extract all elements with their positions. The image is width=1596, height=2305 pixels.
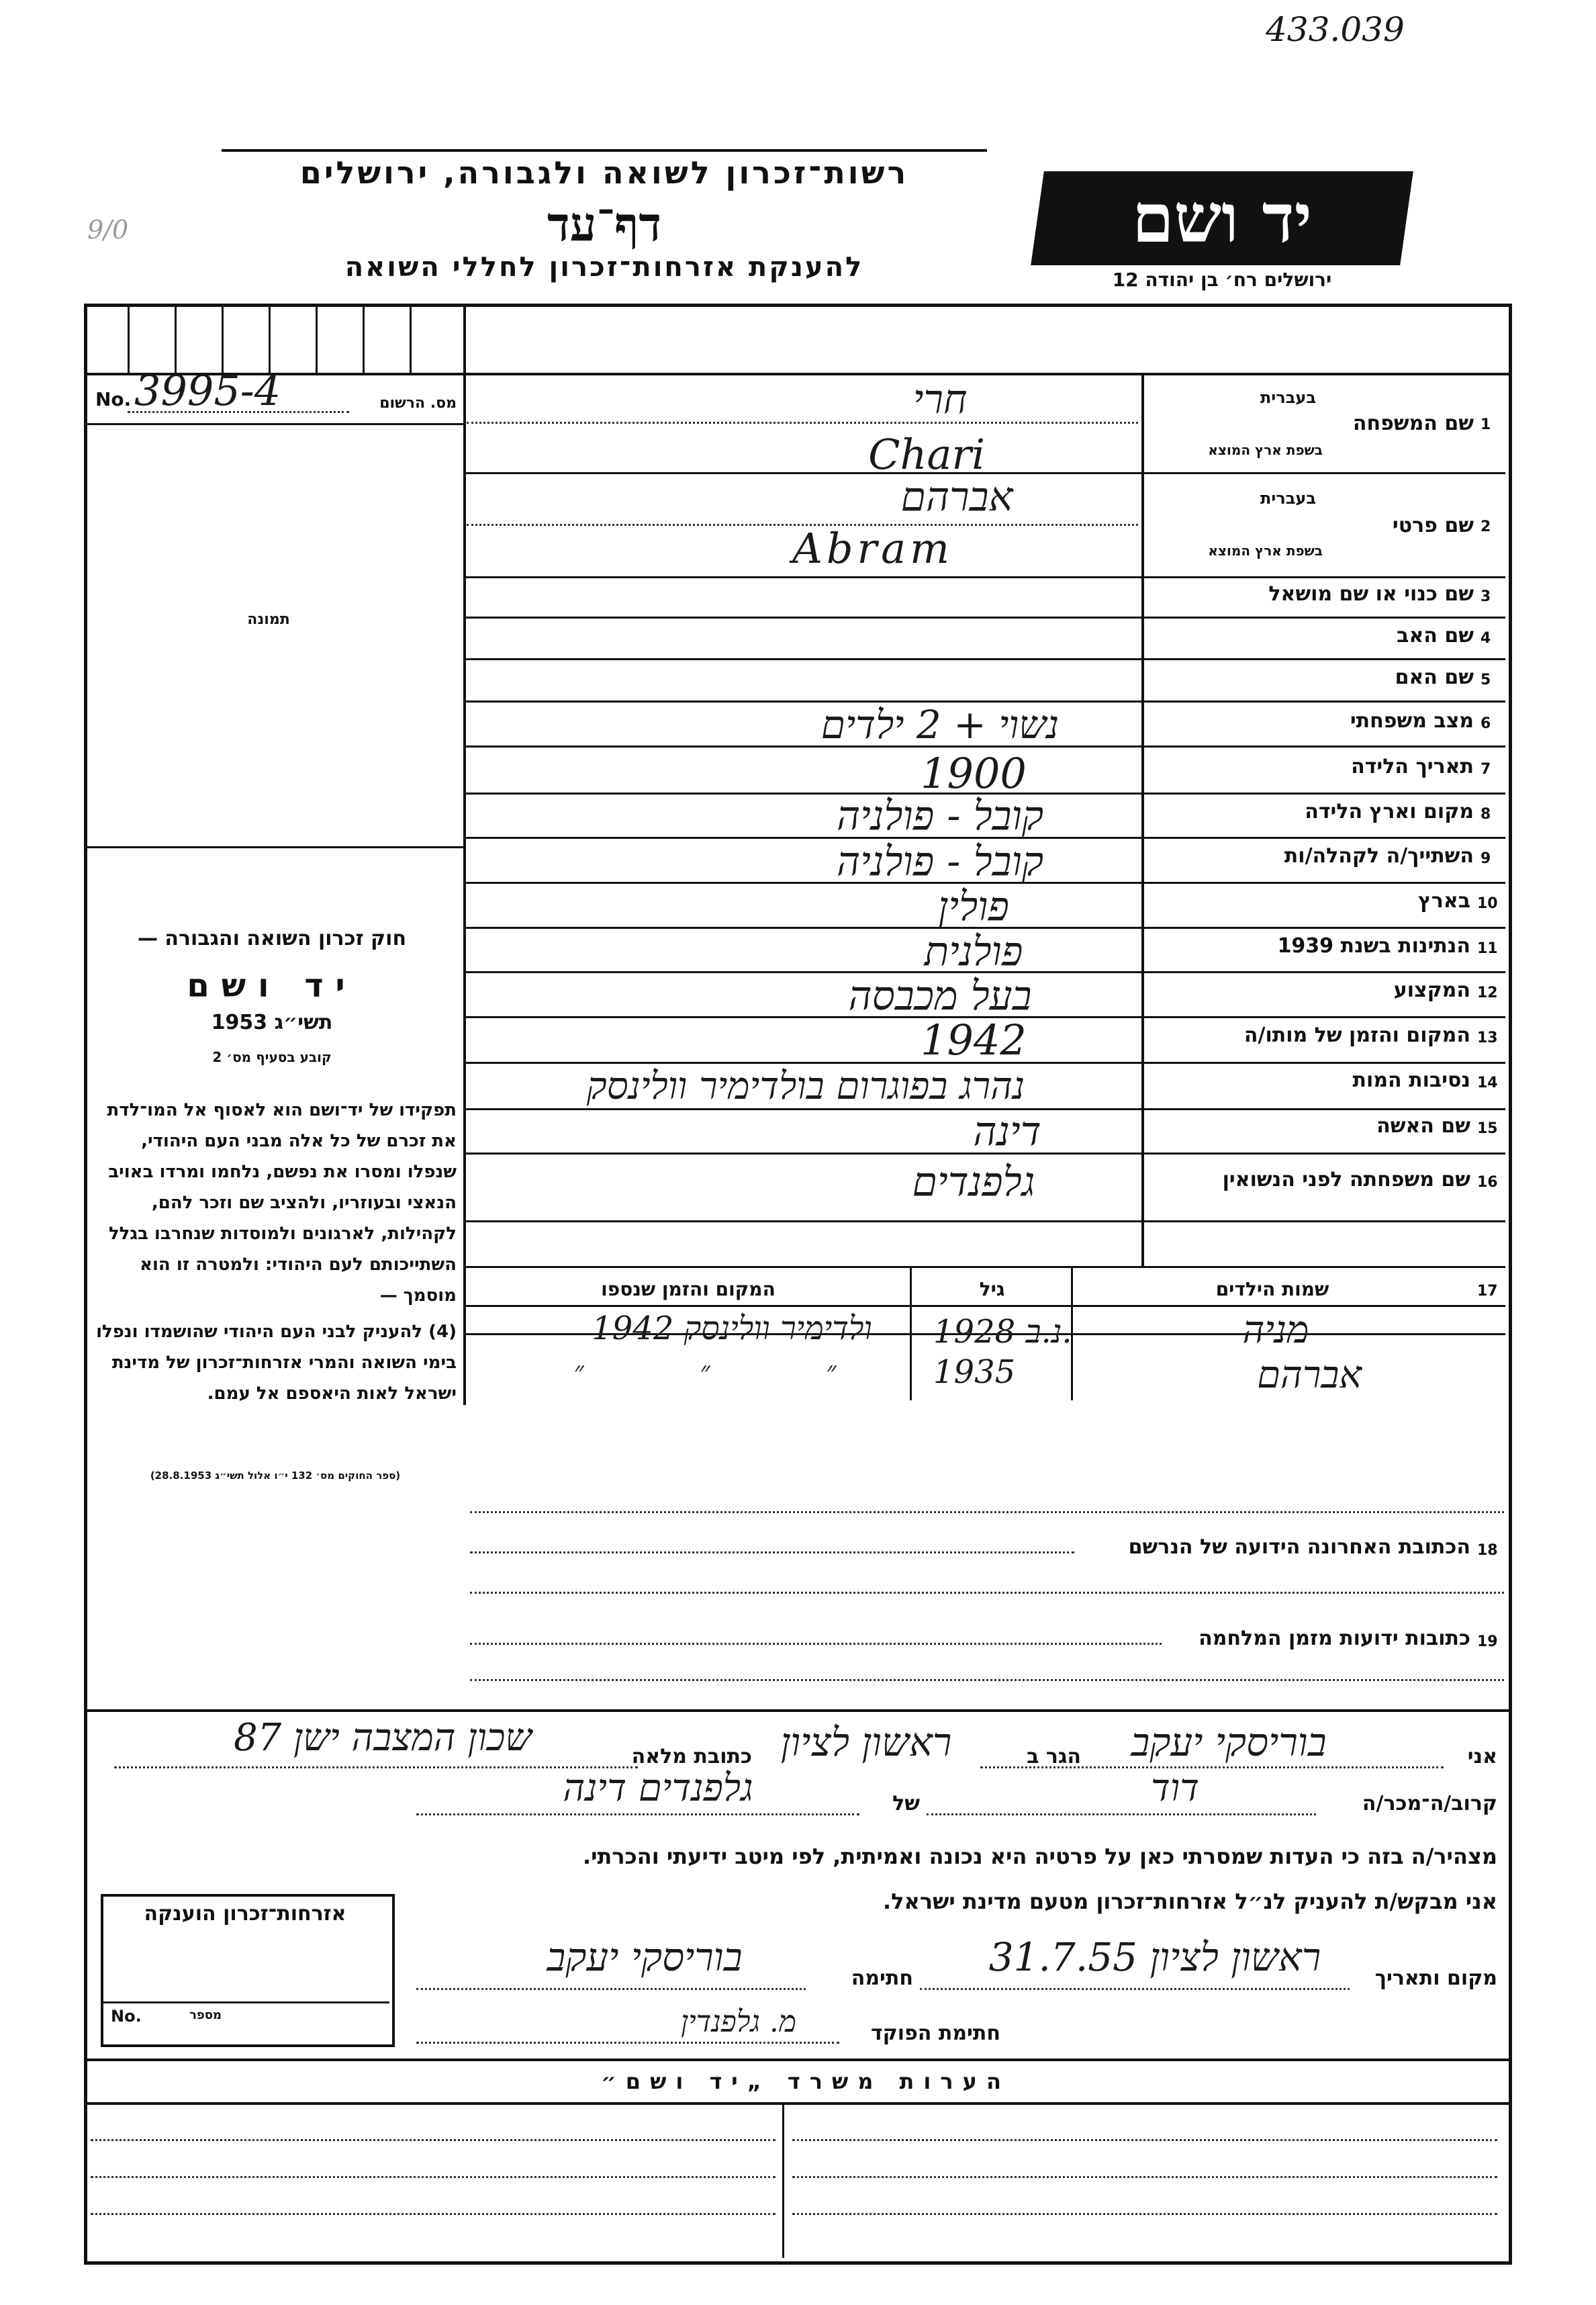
law-body: תפקידו של יד־ושם הוא לאסוף אל המו־לדת את זכרם של כל אלה מבני העם היהודי, שנפלו ומסרו את נפשם, נלחמו ומרדו באויב הנאצי ובעוזריו, ולהציב שם וזכר להם, לקהילות, לארגונים ולמוסדות שנחרבו בגלל השתייכותם לעם היהודי: ולמטרה זו הוא מוסמך —	[107, 1100, 457, 1306]
field-9-number: 9	[1481, 850, 1491, 867]
field-10-label: בארץ	[1417, 889, 1470, 913]
field-15-value: דינה	[973, 1108, 1041, 1155]
field-10-number: 10	[1477, 895, 1498, 912]
field-3-number: 3	[1481, 588, 1491, 605]
field-8-label: מקום וארץ הלידה	[1305, 800, 1474, 823]
field-7-number: 7	[1481, 761, 1491, 778]
header-authority: רשות־זכרון לשואה ולגבורה, ירושלים	[222, 149, 987, 191]
law-clause: קובע בסעיף מס׳ 2	[212, 1049, 332, 1065]
field-2-number: 2	[1481, 518, 1491, 535]
office-notes-title: הערות משרד „יד ושם״	[601, 2069, 1011, 2094]
field-5-label: שם האם	[1395, 666, 1474, 689]
officer-label: חתימת הפוקד	[871, 2022, 1000, 2045]
field-4-label: שם האב	[1397, 624, 1474, 647]
signature-value: בוריסקי יעקב	[547, 1934, 743, 1980]
child-2-name: אברהם	[1257, 1353, 1362, 1397]
law-clause4: (4) להעניק לבני העם היהודי שהושמדו ונפלו בימי השואה והמרי אזרחות־זכרון של מדינת ישראל לאות היאספם אל עמם.	[96, 1322, 457, 1404]
field-16-label: שם משפחתה לפני הנשואין	[1222, 1168, 1470, 1191]
field-3-label: שם כנוי או שם מושאל	[1268, 582, 1474, 606]
field-13-number: 13	[1477, 1030, 1498, 1046]
declarant-resides-value: ראשון לציון	[780, 1719, 952, 1765]
declarant-relation-label: קרוב/ה־מכר/ה	[1362, 1792, 1497, 1815]
field-2-value-latin: Abram	[792, 524, 953, 573]
registration-no-label: No.	[95, 388, 132, 410]
field-14-label: נסיבות המות	[1352, 1069, 1470, 1092]
declarant-relation-value: דוד	[1150, 1766, 1200, 1810]
declaration-text: מצהיר/ה בזה כי העדות שמסרתי כאן על פרטיה היא נכונה ואמיתית, לפי מיטב ידיעתי והכרתי.	[582, 1844, 1497, 1869]
field-12-label: המקצוע	[1393, 979, 1470, 1002]
citizenship-box-title: אזרחות־זכרון הוענקה	[144, 1902, 346, 1926]
field-6-number: 6	[1481, 715, 1491, 732]
declarant-of-value: גלפנדים דינה	[563, 1766, 753, 1810]
field-2-value: אברהם	[900, 473, 1013, 521]
field-6-label: מצב משפחתי	[1350, 709, 1474, 733]
field-12-number: 12	[1477, 985, 1498, 1001]
field-5-number: 5	[1481, 672, 1491, 688]
declarant-ani: אני	[1467, 1745, 1497, 1768]
citizenship-box-no-heb: מספר	[189, 2008, 222, 2022]
signature-label: חתימה	[851, 1967, 913, 1990]
child-2-place: ״ ״ ״	[573, 1356, 890, 1387]
field-12-value: בעל מכבסה	[848, 973, 1032, 1020]
field-10-value: פולין	[938, 883, 1009, 930]
child-1-name: מניה	[1242, 1308, 1309, 1352]
child-1-age: 1928 נ.ב.	[933, 1313, 1072, 1351]
law-heading: חוק זכרון השואה והגבורה —	[137, 927, 407, 950]
field-13-value: 1942	[921, 1015, 1027, 1065]
field-8-value: קובל - פולניה	[836, 793, 1044, 840]
child-2-age: 1935	[933, 1353, 1016, 1391]
children-header-place: המקום והזמן שנספו	[601, 1278, 776, 1300]
field-15-number: 15	[1477, 1120, 1498, 1137]
registration-no-value: 3995-4	[134, 366, 281, 415]
declarant-address-label: כתובת מלאה	[631, 1745, 752, 1768]
logo-text: יד ושם	[1132, 179, 1312, 258]
field-1-value: חרי	[912, 376, 968, 423]
registration-label: מס. הרשום	[379, 395, 457, 412]
field-9-value: קובל - פולניה	[836, 838, 1044, 885]
field-9-label: השתייך/ה לקהלה/ות	[1284, 844, 1474, 868]
declarant-address-value: שכון המצבה ישן 87	[233, 1716, 532, 1760]
field-2-sub-heb: בעברית	[1260, 489, 1316, 508]
law-name: יד ושם	[187, 967, 357, 1005]
logo-address: ירושלים רח׳ בן יהודה 12	[1112, 269, 1332, 291]
field-2-label: שם פרטי	[1392, 514, 1474, 537]
field-11-number: 11	[1477, 940, 1498, 957]
request-text: אני מבקש/ת להעניק לנ״ל אזרחות־זכרון מטעם מדינת ישראל.	[883, 1889, 1497, 1914]
children-header-names: שמות הילדים	[1215, 1278, 1329, 1300]
field-18-number: 18	[1477, 1542, 1498, 1559]
field-11-value: פולנית	[924, 928, 1023, 975]
citizenship-box-no: No.	[111, 2007, 142, 2026]
place-date-value: ראשון לציון 31.7.55	[988, 1934, 1321, 1980]
law-year: תשי״ג 1953	[211, 1011, 333, 1034]
children-header-age: גיל	[979, 1278, 1005, 1300]
page-title: דף־עד	[547, 196, 661, 252]
field-17-number: 17	[1477, 1283, 1498, 1300]
field-16-number: 16	[1477, 1174, 1498, 1191]
archive-number: 433.039	[1266, 10, 1405, 49]
officer-signature: מ. גלפנדין	[681, 2005, 796, 2039]
field-16-value: גלפנדים	[912, 1159, 1035, 1206]
field-1-value-latin: Chari	[868, 430, 985, 479]
field-18-label: הכתובת האחרונה הידועה של הנרשם	[1128, 1535, 1470, 1559]
field-2-sub-orig: בשפת ארץ המוצא	[1208, 543, 1323, 559]
field-1-sub-orig: בשפת ארץ המוצא	[1208, 442, 1323, 458]
declarant-name: בוריסקי יעקב	[1131, 1719, 1327, 1765]
field-15-label: שם האשה	[1376, 1114, 1470, 1138]
place-date-label: מקום ותאריך	[1374, 1967, 1497, 1990]
field-7-label: תאריך הלידה	[1351, 755, 1474, 778]
field-19-number: 19	[1477, 1633, 1498, 1650]
field-13-label: המקום והזמן של מותו/ה	[1243, 1024, 1470, 1047]
header-subtitle: להענקת אזרחות־זכרון לחללי השואה	[344, 252, 864, 283]
field-14-value: נהרג בפוגרום בולדימיר וולינסק	[586, 1065, 1025, 1108]
declarant-of-label: של	[892, 1792, 920, 1815]
law-citation: (ספר החוקים מס׳ 132 י״ו אלול תשי״ג 28.8.1953)	[150, 1470, 401, 1482]
field-1-number: 1	[1481, 416, 1491, 433]
pencil-mark: 9/0	[87, 215, 129, 244]
field-19-label: כתובות ידועות מזמן המלחמה	[1199, 1627, 1470, 1650]
photo-label: תמונה	[247, 611, 290, 628]
child-1-place: ולדימיר וולינסק 1942	[592, 1310, 872, 1347]
field-1-sub-heb: בעברית	[1260, 388, 1316, 407]
office-notes-divider	[782, 2102, 784, 2258]
field-4-number: 4	[1481, 630, 1491, 647]
declarant-resides-label: הגר ב	[1027, 1745, 1081, 1768]
field-7-value: 1900	[921, 749, 1027, 798]
field-11-label: הנתינות בשנת 1939	[1277, 934, 1470, 958]
field-1-label: שם המשפחה	[1352, 412, 1474, 435]
field-6-value: נשוי + 2 ילדים	[820, 702, 1060, 748]
field-14-number: 14	[1477, 1075, 1498, 1091]
field-8-number: 8	[1481, 806, 1491, 823]
